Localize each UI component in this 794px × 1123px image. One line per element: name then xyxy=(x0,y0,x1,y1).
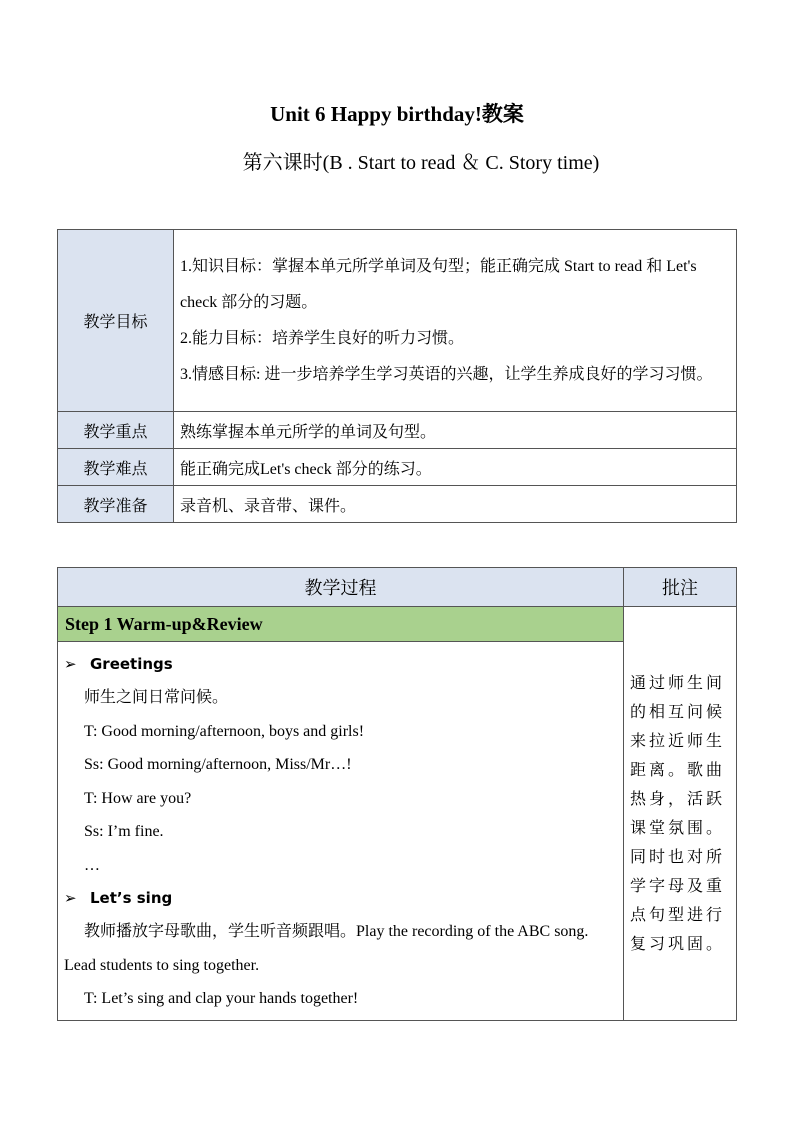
lesson-info-table xyxy=(57,229,737,523)
arrow-bullet-icon: ➢ xyxy=(64,655,77,673)
key-points-row xyxy=(58,412,737,449)
teaching-process-table xyxy=(57,567,737,1021)
difficulty-label: 教学难点 xyxy=(58,449,174,486)
greeting-line: Ss: Good morning/afternoon, Miss/Mr…! xyxy=(84,756,352,773)
key-points-content: 熟练掌握本单元所学的单词及句型。 xyxy=(174,412,737,449)
difficulty-row xyxy=(58,449,737,486)
greeting-line: … xyxy=(84,856,100,874)
goals-row xyxy=(58,230,737,412)
section-greetings-title: Greetings xyxy=(90,655,173,673)
process-header: 教学过程 xyxy=(58,568,624,607)
step-title: Step 1 Warm-up&Review xyxy=(58,607,624,642)
greeting-line: T: Good morning/afternoon, boys and girls! xyxy=(84,722,365,740)
section-greetings xyxy=(64,648,615,681)
greeting-line: T: How are you? xyxy=(84,789,192,807)
goal-knowledge: 1.知识目标：掌握本单元所学单词及句型；能正确完成 Start to read 和 Let's check 部分的习题。 xyxy=(180,257,697,311)
notes-header: 批注 xyxy=(624,568,737,607)
process-header-row xyxy=(58,568,737,607)
goal-emotion: 3.情感目标: 进一步培养学生学习英语的兴趣，让学生养成良好的学习习惯。 xyxy=(180,365,713,383)
annotation-note: 通过师生间的相互问候来拉近师生距离。歌曲热身，活跃课堂氛围。同时也对所学字母及重点句型进行复习巩固。 xyxy=(624,607,737,1021)
sing-instruction: 教师播放字母歌曲，学生听音频跟唱。Play the recording of the ABC song. Lead students to sing together. xyxy=(64,923,589,974)
lesson-subtitle: 第六课时(B . Start to read ＆ C. Story time) xyxy=(242,152,600,174)
greeting-line: Ss: I’m fine. xyxy=(84,823,164,840)
step-row xyxy=(58,607,737,642)
goal-ability: 2.能力目标：培养学生良好的听力习惯。 xyxy=(180,329,465,347)
page-title: Unit 6 Happy birthday!教案 xyxy=(270,102,524,126)
sing-line: T: Let’s sing and clap your hands together! xyxy=(84,990,359,1007)
goals-content xyxy=(174,230,737,412)
preparation-row xyxy=(58,486,737,523)
arrow-bullet-icon: ➢ xyxy=(64,889,77,907)
key-points-label: 教学重点 xyxy=(58,412,174,449)
step-body xyxy=(58,642,624,1021)
difficulty-content: 能正确完成Let's check 部分的练习。 xyxy=(174,449,737,486)
section-sing xyxy=(64,882,615,915)
greeting-line: 师生之间日常问候。 xyxy=(84,689,229,706)
preparation-content: 录音机、录音带、课件。 xyxy=(174,486,737,523)
preparation-label: 教学准备 xyxy=(58,486,174,523)
goals-label: 教学目标 xyxy=(58,230,174,412)
section-sing-title: Let’s sing xyxy=(90,889,173,907)
